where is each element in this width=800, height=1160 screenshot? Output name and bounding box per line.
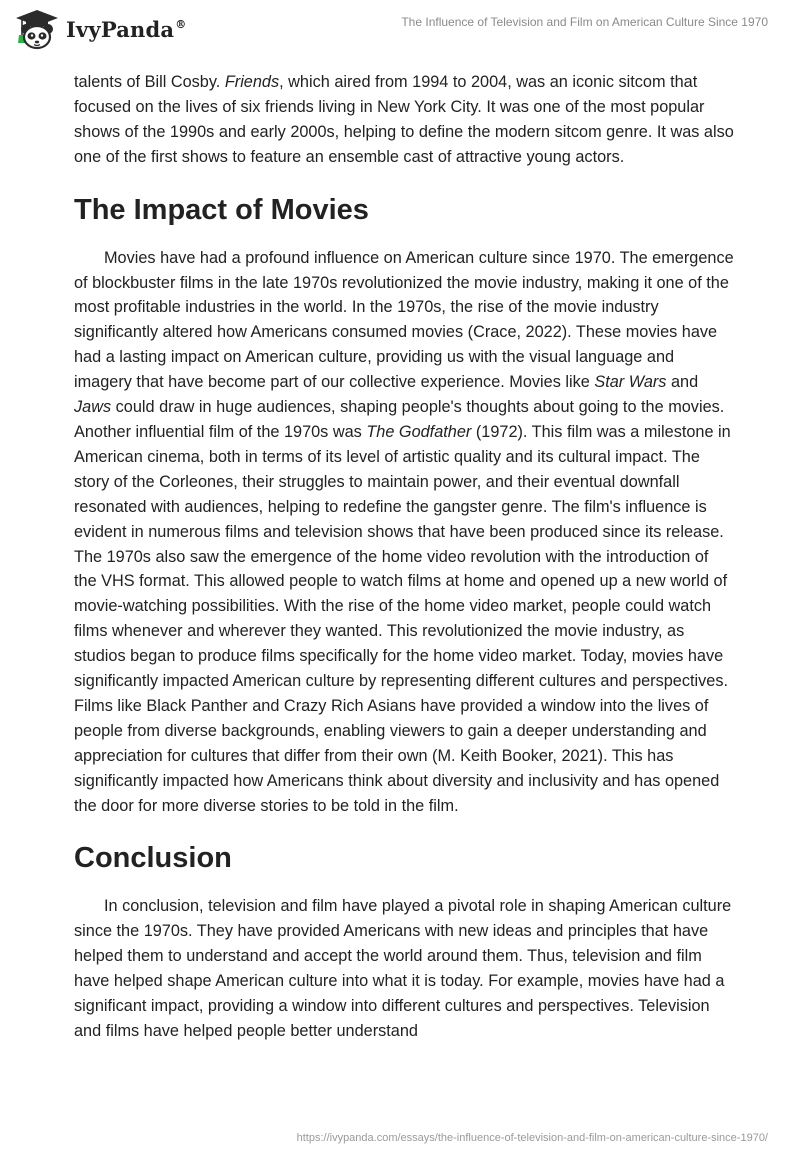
conclusion-paragraph: In conclusion, television and film have played a pivotal role in shaping American culture since the 1970s. They have provided Americans with new ideas and principles that have helped them to understand and accept the world around them. Thus, television and film have helped shape American culture into what it is today. For example, movies have had a significant impact, providing a window into different cultures and perspectives. Television and films have helped people better understand bbox=[74, 897, 732, 1040]
registered-mark: ® bbox=[175, 17, 187, 31]
film-title-godfather: The Godfather bbox=[366, 422, 472, 441]
ivypanda-logo[interactable] bbox=[14, 8, 186, 50]
brand-name: IvyPanda® bbox=[66, 16, 187, 42]
panda-graduate-icon bbox=[14, 8, 60, 50]
page-header bbox=[0, 0, 800, 62]
intro-paragraph: talents of Bill Cosby. Friends, which aired from 1994 to 2004, was an iconic sitcom that focused on the lives of six friends living in New York City. It was one of the most popular shows of the 1990s and early 2000s, helping to define the modern sitcom genre. It was also one of the first shows to feature an ensemble cast of attractive young actors. bbox=[74, 73, 734, 166]
movies-paragraph: Movies have had a profound influence on American culture since 1970. The emergence of blockbuster films in the late 1970s revolutionized the movie industry, making it one of the most profitable industries in the world. In the 1970s, the rise of the movie industry significantly altered how Americans consumed movies (Crace, 2022). These movies have had a lasting impact on American culture, providing us with the visual language and imagery that have become part of our collective experience. Movies like Star Wars and Jaws could draw in huge audiences, shaping people's thoughts about going to the movies. Another influential film of the 1970s was The Godfather (1972). This film was a milestone in American cinema, both in terms of its level of artistic quality and its cultural impact. The story of the Corleones, their struggles to maintain power, and their eventual downfall resonated with audiences, helping to redefine the gangster genre. The film's influence is evident in numerous films and television shows that have been produced since its release. The 1970s also saw the emergence of the home video revolution with the introduction of the VHS format. This allowed people to watch films at home and opened up a new world of movie-watching possibilities. With the rise of the home video market, people could watch films whenever and wherever they wanted. This revolutionized the movie industry, as studios began to produce films specifically for the home video market. Today, movies have significantly impacted American culture by representing different cultures and perspectives. Films like Black Panther and Crazy Rich Asians have provided a window into the lives of people from diverse backgrounds, enabling viewers to gain a deeper understanding and appreciation for cultures that differ from their own (M. Keith Booker, 2021). This has significantly impacted how Americans think about diversity and inclusivity and has opened the door for more diverse stories to be told in the film. bbox=[74, 248, 734, 815]
show-title-friends: Friends bbox=[224, 73, 280, 91]
source-url-link[interactable]: https://ivypanda.com/essays/the-influence-of-television-and-film-on-american-culture-since-1970/ bbox=[296, 1132, 768, 1144]
section-heading-conclusion: Conclusion bbox=[74, 842, 232, 875]
document-title: The Influence of Television and Film on American Culture Since 1970 bbox=[401, 15, 768, 29]
film-title-star-wars: Star Wars bbox=[594, 373, 667, 392]
film-title-jaws: Jaws bbox=[74, 398, 112, 417]
section-heading-movies: The Impact of Movies bbox=[74, 193, 369, 226]
essay-content bbox=[74, 70, 734, 1044]
